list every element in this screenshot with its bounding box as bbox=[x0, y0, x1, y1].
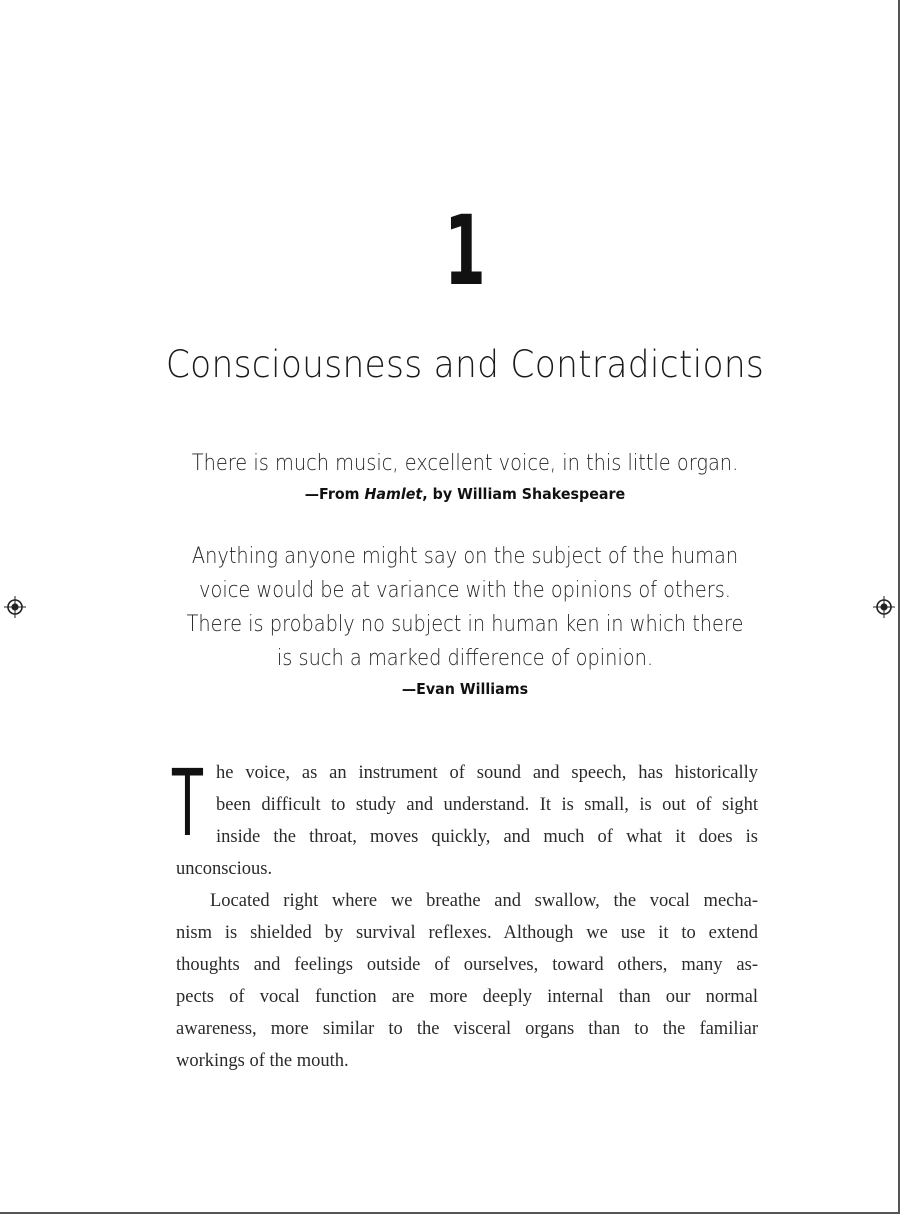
epigraph-attribution: —Evan Williams bbox=[401, 680, 529, 698]
chapter-title: Consciousness and Contradictions bbox=[165, 343, 765, 386]
registration-mark-icon bbox=[873, 596, 895, 618]
epigraph-quote-line: is such a marked difference of opinion. bbox=[276, 646, 654, 671]
paragraph-line: thoughts and feelings outside of ourselves, toward others, many as- bbox=[176, 955, 758, 975]
paragraph-line: awareness, more similar to the visceral organs than to the familiar bbox=[176, 1019, 758, 1039]
paragraph-line: nism is shielded by survival reflexes. Although we use it to extend bbox=[176, 923, 758, 943]
attribution-author: , by William Shakespeare bbox=[422, 485, 626, 503]
chapter-number: 1 bbox=[444, 195, 486, 307]
body-paragraph bbox=[176, 885, 758, 1077]
paragraph-line: Located right where we breathe and swallow, the vocal mecha- bbox=[210, 891, 758, 911]
epigraph-attribution bbox=[118, 481, 812, 507]
paragraph-line: unconscious. bbox=[176, 859, 273, 879]
epigraph-quote-line: There is probably no subject in human ken in which there bbox=[186, 612, 744, 637]
paragraph-line: workings of the mouth. bbox=[176, 1051, 349, 1071]
epigraph bbox=[100, 540, 830, 702]
paragraph-line: he voice, as an instrument of sound and speech, has historically bbox=[216, 763, 758, 783]
epigraph-quote-line: voice would be at variance with the opinions of others. bbox=[199, 578, 731, 603]
epigraph-quote-line: There is much music, excellent voice, in this little organ. bbox=[191, 451, 739, 476]
paragraph-line: been difficult to study and understand. It is small, is out of sight bbox=[216, 795, 758, 815]
drop-cap: T bbox=[172, 750, 203, 857]
epigraph-quote-line: Anything anyone might say on the subject of the human bbox=[191, 544, 739, 569]
paragraph-line: inside the throat, moves quickly, and much of what it does is bbox=[216, 827, 758, 847]
epigraph bbox=[100, 447, 830, 507]
attribution-work-title: Hamlet bbox=[364, 485, 423, 503]
body-paragraph bbox=[176, 757, 758, 885]
registration-mark-icon bbox=[4, 596, 26, 618]
paragraph-line: pects of vocal function are more deeply internal than our normal bbox=[176, 987, 758, 1007]
attribution-prefix: —From bbox=[304, 485, 365, 503]
